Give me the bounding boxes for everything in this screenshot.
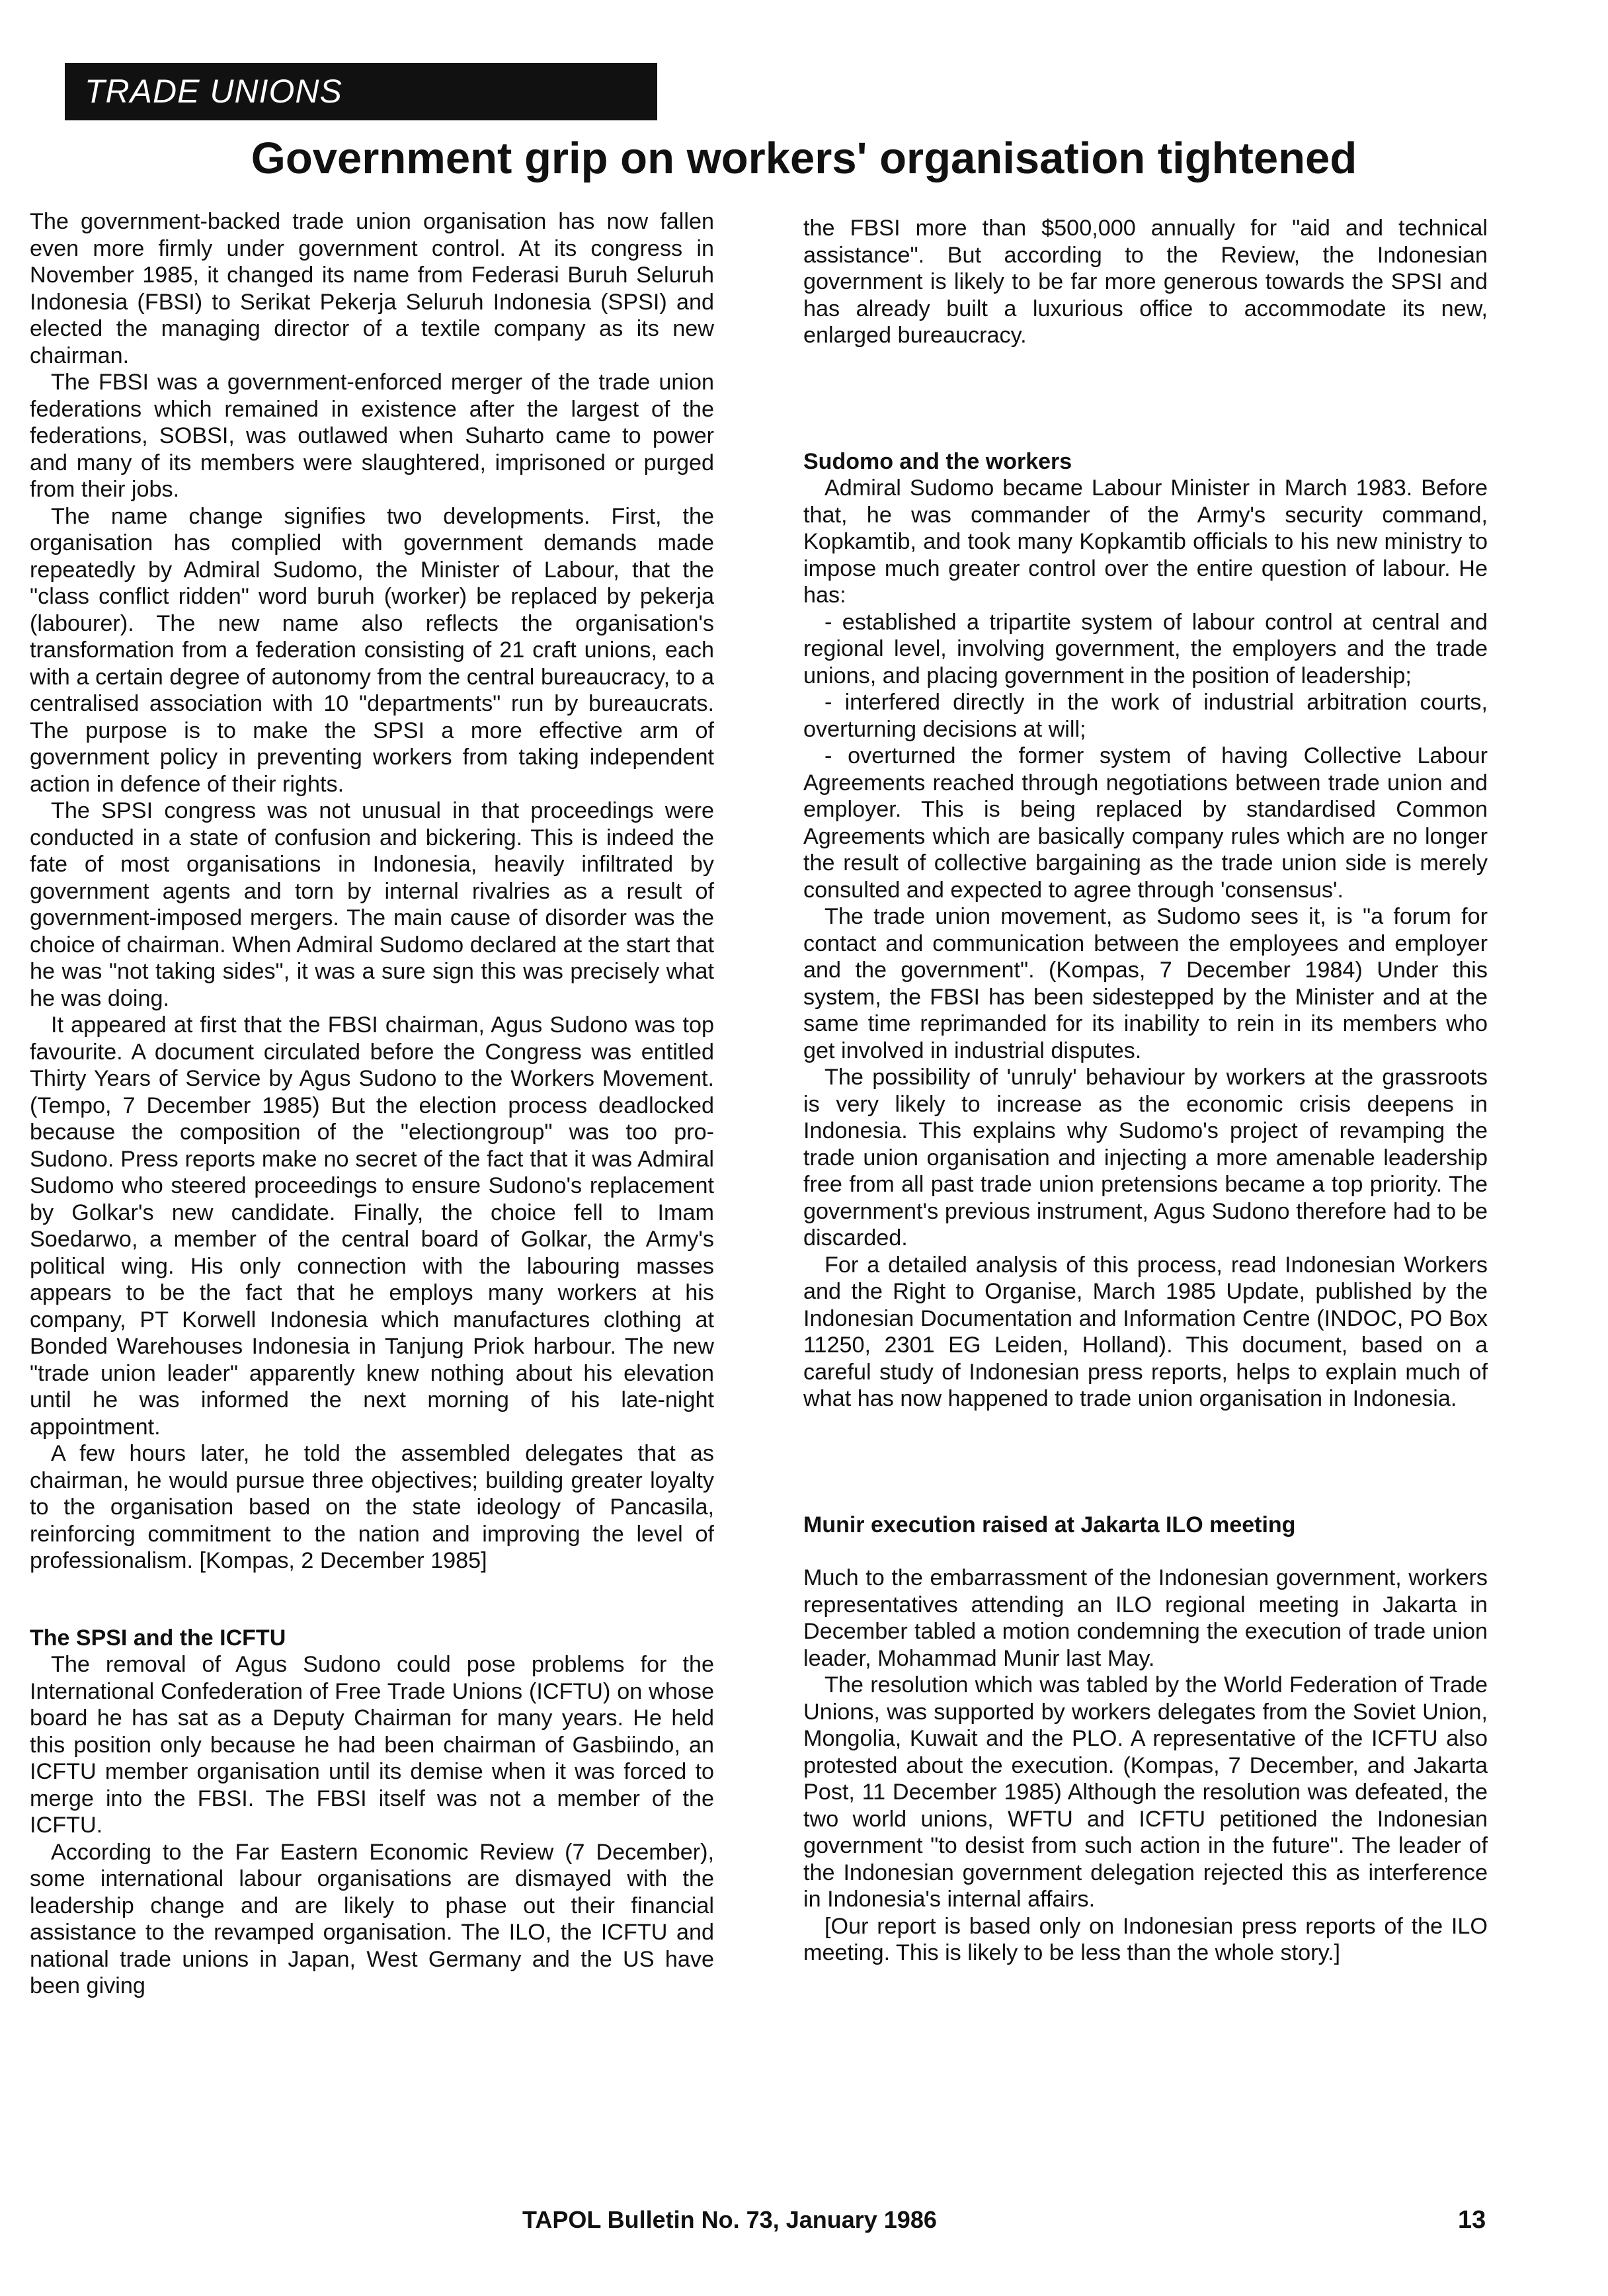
left-column xyxy=(30,208,714,2000)
paragraph: The name change signifies two developments. First, the organisation has complied with government demands made repeatedly by Admiral Sudomo, the Minister of Labour, that the "class conflict ridden" word buruh (worker) be replaced by pekerja (labourer). The new name also reflects the organisation's transformation from a federation consisting of 21 craft unions, each with a certain degree of autonomy from the central bureaucracy, to a centralised association with 10 "departments" run by bureaucrats. The purpose is to make the SPSI a more effective arm of government policy in preventing workers from taking independent action in defence of their rights. xyxy=(30,503,714,797)
paragraph: The FBSI was a government-enforced merger of the trade union federations which remained in existence after the largest of the federations, SOBSI, was outlawed when Suharto came to power and many of its members were slaughtered, imprisoned or purged from their jobs. xyxy=(30,370,714,502)
paragraph: Admiral Sudomo became Labour Minister in March 1983. Before that, he was commander of the Army's security command, Kopkamtib, and took many Kopkamtib officials to his new ministry to impose much greater control over the entire question of labour. He has: xyxy=(803,475,1488,608)
list-item: - overturned the former system of having Collective Labour Agreements reached through negotiations between trade union and employer. This is being replaced by standardised Common Agreements which are basically company rules which are no longer the result of collective bargaining as the trade union side is merely consulted and expected to agree through 'consensus'. xyxy=(803,743,1488,903)
section-label: TRADE UNIONS xyxy=(65,63,657,120)
paragraph: It appeared at first that the FBSI chairman, Agus Sudono was top favourite. A document circulated before the Congress was entitled Thirty Years of Service by Agus Sudono to the Workers Movement. (Tempo, 7 December 1985) But the election process deadlocked because the composition of the "electiongroup" was too pro-Sudono. Press reports make no secret of the fact that it was Admiral Sudomo who steered proceedings to ensure Sudono's replacement by Golkar's new candidate. Finally, the choice fell to Imam Soedarwo, a member of the central board of Golkar, the Army's political wing. His only connection with the labouring masses appears to be the fact that he employs many workers at his company, PT Korwell Indonesia which manufactures clothing at Bonded Warehouses Indonesia in Tanjung Priok harbour. The new "trade union leader" apparently knew nothing about his elevation until he was informed the next morning of his late-night appointment. xyxy=(30,1012,714,1440)
paragraph: Much to the embarrassment of the Indonesian government, workers representatives attending an ILO regional meeting in Jakarta in December tabled a motion condemning the execution of trade union leader, Mohammad Munir last May. xyxy=(803,1565,1488,1671)
paragraph: The possibility of 'unruly' behaviour by workers at the grassroots is very likely to increase as the economic crisis deepens in Indonesia. This explains why Sudomo's project of revamping the trade union organisation and injecting a more amenable leadership free from all past trade union pretensions became a top priority. The government's previous instrument, Agus Sudono therefore had to be discarded. xyxy=(803,1065,1488,1250)
paragraph: A few hours later, he told the assembled delegates that as chairman, he would pursue three objectives; building greater loyalty to the organisation based on the state ideology of Pancasila, reinforcing commitment to the nation and improving the level of professionalism. [Kompas, 2 December 1985] xyxy=(30,1441,714,1573)
paragraph: For a detailed analysis of this process, read Indonesian Workers and the Right to Organise, March 1985 Update, published by the Indonesian Documentation and Information Centre (INDOC, PO Box 11250, 2301 EG Leiden, Holland). This document, based on a careful study of Indonesian press reports, helps to explain much of what has now happened to trade union organisation in Indonesia. xyxy=(803,1252,1488,1411)
list-item: - interfered directly in the work of industrial arbitration courts, overturning decisions at will; xyxy=(803,690,1488,742)
paragraph: The SPSI congress was not unusual in that proceedings were conducted in a state of confusion and bickering. This is indeed the fate of most organisations in Indonesia, heavily infiltrated by government agents and torn by internal rivalries as a result of government-imposed mergers. The main cause of disorder was the choice of chairman. When Admiral Sudomo declared at the start that he was "not taking sides", it was a sure sign this was precisely what he was doing. xyxy=(30,798,714,1011)
subheading-icftu: The SPSI and the ICFTU xyxy=(30,1625,286,1651)
subheading-sudomo: Sudomo and the workers xyxy=(803,448,1072,474)
page-number: 13 xyxy=(1458,2206,1486,2234)
right-column xyxy=(803,215,1488,1967)
paragraph: the FBSI more than $500,000 annually for "aid and technical assistance". But according to the Review, the Indonesian government is likely to be far more generous towards the SPSI and has already built a luxurious office to accommodate its new, enlarged bureaucracy. xyxy=(803,216,1488,348)
list-item: - established a tripartite system of labour control at central and regional level, involving government, the employers and the trade unions, and placing government in the position of leadership; xyxy=(803,609,1488,688)
paragraph: [Our report is based only on Indonesian press reports of the ILO meeting. This is likely to be less than the whole story.] xyxy=(803,1913,1488,1965)
subheading-munir: Munir execution raised at Jakarta ILO meeting xyxy=(803,1512,1296,1538)
paragraph: The resolution which was tabled by the World Federation of Trade Unions, was supported by workers delegates from the Soviet Union, Mongolia, Kuwait and the PLO. A representative of the ICFTU also protested about the execution. (Kompas, 7 December, and Jakarta Post, 11 December 1985) Although the resolution was defeated, the two world unions, WFTU and ICFTU petitioned the Indonesian government "to desist from such action in the future". The leader of the Indonesian government delegation rejected this as interference in Indonesia's internal affairs. xyxy=(803,1672,1488,1912)
footer-publication: TAPOL Bulletin No. 73, January 1986 xyxy=(522,2206,937,2233)
paragraph: The government-backed trade union organisation has now fallen even more firmly under government control. At its congress in November 1985, it changed its name from Federasi Buruh Seluruh Indonesia (FBSI) to Serikat Pekerja Seluruh Indonesia (SPSI) and elected the managing director of a textile company as its new chairman. xyxy=(30,209,714,368)
paragraph: The trade union movement, as Sudomo sees it, is "a forum for contact and communication between the employees and employer and the government". (Kompas, 7 December 1984) Under this system, the FBSI has been sidestepped by the Minister and at the same time reprimanded for its inability to rein in its members who get involved in industrial disputes. xyxy=(803,904,1488,1063)
paragraph: According to the Far Eastern Economic Review (7 December), some international labour organisations are dismayed with the leadership change and are likely to phase out their financial assistance to the revamped organisation. The ILO, the ICFTU and national trade unions in Japan, West Germany and the US have been giving xyxy=(30,1839,714,1998)
article-headline: Government grip on workers' organisation tightened xyxy=(251,134,1357,183)
paragraph: The removal of Agus Sudono could pose problems for the International Confederation of Free Trade Unions (ICFTU) on whose board he has sat as a Deputy Chairman for many years. He held this position only because he had been chairman of Gasbiindo, an ICFTU member organisation until its demise when it was forced to merge into the FBSI. The FBSI itself was not a member of the ICFTU. xyxy=(30,1652,714,1838)
